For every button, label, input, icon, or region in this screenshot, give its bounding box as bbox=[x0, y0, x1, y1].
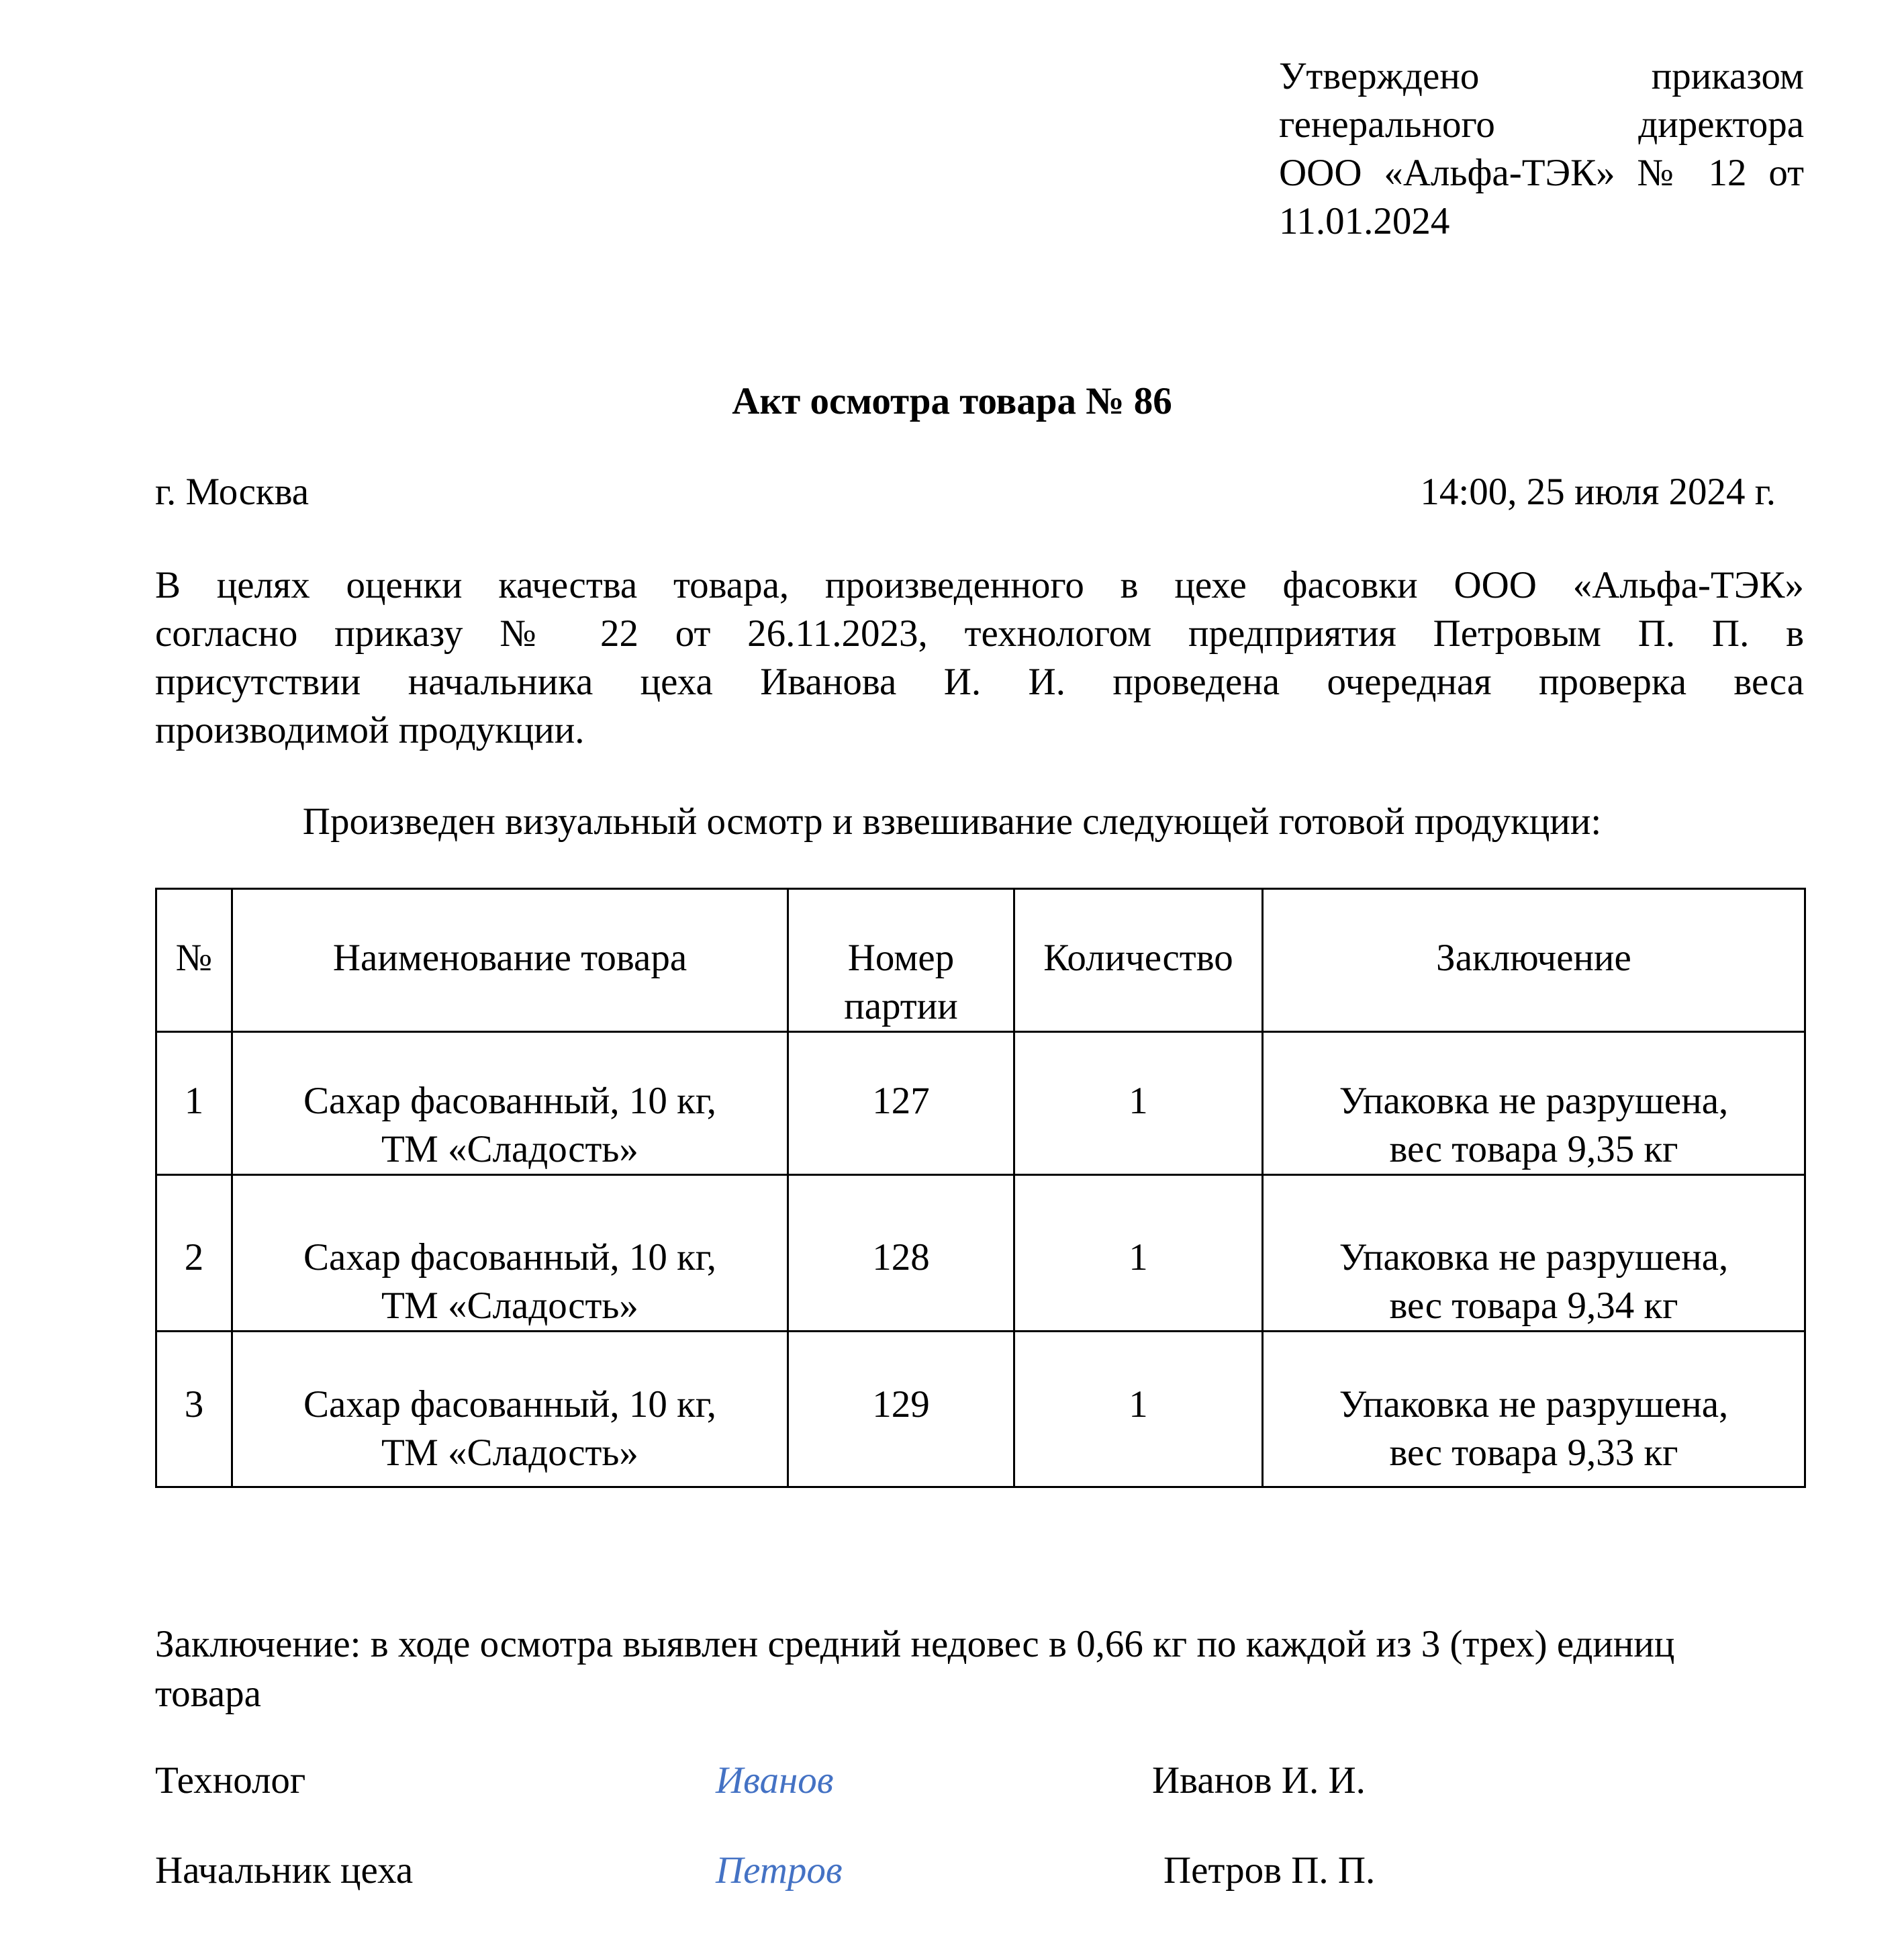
goods-table bbox=[155, 888, 1806, 1488]
intro-line: В целях оценки качества товара, произведенного в цехе фасовки ООО «Альфа-ТЭК» bbox=[155, 564, 1804, 606]
document-city: г. Москва bbox=[155, 471, 310, 513]
cell-conclusion-line: вес товара 9,35 кг bbox=[1389, 1128, 1678, 1170]
cell-conclusion bbox=[1263, 1032, 1805, 1175]
cell-name-line: ТМ «Сладость» bbox=[381, 1432, 638, 1474]
cell-qty: 1 bbox=[1014, 1332, 1263, 1487]
cell-conclusion-line: Упаковка не разрушена, bbox=[1339, 1383, 1729, 1426]
approval-line: генерального директора bbox=[1279, 103, 1804, 146]
document-title: Акт осмотра товара № 86 bbox=[732, 380, 1172, 422]
intro-line: производимой продукции. bbox=[155, 709, 585, 751]
conclusion-line: Заключение: в ходе осмотра выявлен средний недовес в 0,66 кг по каждой из 3 (трех) единиц bbox=[155, 1623, 1675, 1665]
cell-qty: 1 bbox=[1014, 1175, 1263, 1332]
cell-num: 3 bbox=[156, 1332, 232, 1487]
header-num: № bbox=[156, 889, 232, 1032]
cell-name-line: Сахар фасованный, 10 кг, bbox=[303, 1080, 717, 1122]
table-row bbox=[156, 1175, 1805, 1332]
document-datetime: 14:00, 25 июля 2024 г. bbox=[1420, 471, 1776, 513]
cell-conclusion-line: Упаковка не разрушена, bbox=[1339, 1236, 1729, 1278]
signature-row-technologist bbox=[155, 1757, 1804, 1805]
conclusion-line: товара bbox=[155, 1673, 261, 1715]
cell-qty: 1 bbox=[1014, 1032, 1263, 1175]
header-conclusion: Заключение bbox=[1263, 889, 1805, 1032]
handwritten-signature: Иванов bbox=[716, 1759, 834, 1802]
cell-num: 1 bbox=[156, 1032, 232, 1175]
cell-conclusion-line: вес товара 9,34 кг bbox=[1389, 1285, 1678, 1327]
cell-name bbox=[232, 1032, 788, 1175]
signature-role: Технолог bbox=[155, 1759, 306, 1802]
cell-conclusion bbox=[1263, 1175, 1805, 1332]
cell-batch: 129 bbox=[788, 1332, 1014, 1487]
header-name: Наименование товара bbox=[232, 889, 788, 1032]
cell-name bbox=[232, 1332, 788, 1487]
inspection-lead-text: Произведен визуальный осмотр и взвешивание следующей готовой продукции: bbox=[302, 800, 1602, 843]
cell-batch: 127 bbox=[788, 1032, 1014, 1175]
cell-name-line: Сахар фасованный, 10 кг, bbox=[303, 1236, 717, 1278]
cell-num: 2 bbox=[156, 1175, 232, 1332]
cell-conclusion bbox=[1263, 1332, 1805, 1487]
table-row bbox=[156, 1032, 1805, 1175]
approval-line: 11.01.2024 bbox=[1279, 200, 1450, 242]
approval-line: ООО «Альфа-ТЭК» № 12 от bbox=[1279, 152, 1804, 194]
intro-line: согласно приказу № 22 от 26.11.2023, технологом предприятия Петровым П. П. в bbox=[155, 612, 1804, 655]
header-batch-line: партии bbox=[844, 985, 958, 1027]
signatory-name: Петров П. П. bbox=[1163, 1849, 1376, 1892]
table-row bbox=[156, 1332, 1805, 1487]
cell-batch: 128 bbox=[788, 1175, 1014, 1332]
approval-line: Утверждено приказом bbox=[1279, 55, 1804, 97]
approval-stamp-text bbox=[1279, 52, 1804, 246]
handwritten-signature: Петров bbox=[716, 1849, 843, 1892]
intro-line: присутствии начальника цеха Иванова И. И. проведена очередная проверка веса bbox=[155, 661, 1804, 703]
header-batch bbox=[788, 889, 1014, 1032]
cell-name-line: ТМ «Сладость» bbox=[381, 1285, 638, 1327]
conclusion-paragraph bbox=[155, 1620, 1804, 1720]
cell-name-line: ТМ «Сладость» bbox=[381, 1128, 638, 1170]
cell-conclusion-line: вес товара 9,33 кг bbox=[1389, 1432, 1678, 1474]
signatory-name: Иванов И. И. bbox=[1152, 1759, 1366, 1802]
signature-row-shop-head bbox=[155, 1847, 1804, 1895]
header-qty: Количество bbox=[1014, 889, 1263, 1032]
intro-paragraph bbox=[155, 561, 1804, 755]
cell-name-line: Сахар фасованный, 10 кг, bbox=[303, 1383, 717, 1426]
cell-name bbox=[232, 1175, 788, 1332]
cell-conclusion-line: Упаковка не разрушена, bbox=[1339, 1080, 1729, 1122]
signature-role: Начальник цеха bbox=[155, 1849, 414, 1892]
header-batch-line: Номер bbox=[847, 937, 955, 979]
table-header-row bbox=[156, 889, 1805, 1032]
